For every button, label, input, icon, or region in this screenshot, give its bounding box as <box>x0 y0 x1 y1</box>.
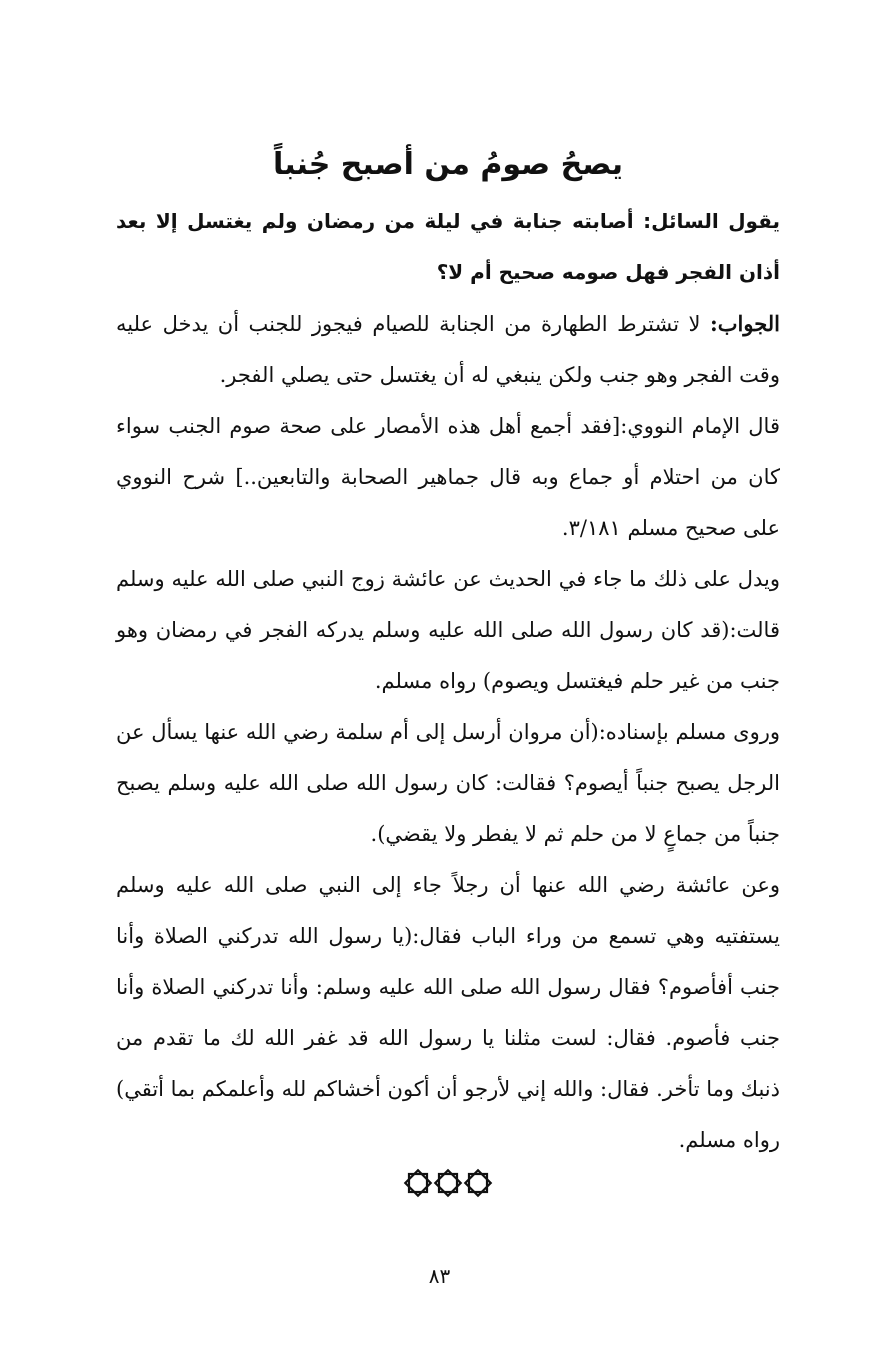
question-paragraph <box>116 196 780 298</box>
three-star-ornament-icon <box>403 1168 493 1198</box>
ornament-divider <box>116 1168 780 1208</box>
answer-label: الجواب: <box>710 311 780 336</box>
nawawi-quote-paragraph: قال الإمام النووي:[فقد أجمع أهل هذه الأمصار على صحة صوم الجنب سواء كان من احتلام أو جماع وبه قال جماهير الصحابة والتابعين..] شرح النووي على صحيح مسلم ٣/١٨١. <box>116 414 780 540</box>
umm-salama-hadith-paragraph: وروى مسلم بإسناده:(أن مروان أرسل إلى أم سلمة رضي الله عنها يسأل عن الرجل يصبح جنباً أيصوم؟ فقالت: كان رسول الله صلى الله عليه وسلم يصبح جنباً من جماعٍ لا من حلم ثم لا يفطر ولا يقضي). <box>116 720 780 846</box>
aisha-hadith-paragraph: ويدل على ذلك ما جاء في الحديث عن عائشة زوج النبي صلى الله عليه وسلم قالت:(قد كان رسول الله صلى الله عليه وسلم يدركه الفجر في رمضان وهو جنب من غير حلم فيغتسل ويصوم) رواه مسلم. <box>116 567 780 693</box>
aisha-second-hadith-paragraph: وعن عائشة رضي الله عنها أن رجلاً جاء إلى النبي صلى الله عليه وسلم يستفتيه وهي تسمع من وراء الباب فقال:(يا رسول الله تدركني الصلاة وأنا جنب أفأصوم؟ فقال رسول الله صلى الله عليه وسلم: وأنا تدركني الصلاة وأنا جنب فأصوم. فقال: لست مثلنا يا رسول الله قد غفر الله لك ما تقدم من ذنبك وما تأخر. فقال: والله إني لأرجو أن أكون أخشاكم لله وأعلمكم بما أتقي) رواه مسلم. <box>116 873 780 1152</box>
answer-paragraph <box>116 298 780 401</box>
page-number: ٨٣ <box>428 1264 451 1288</box>
document-page <box>116 138 780 1208</box>
question-text: أصابته جنابة في ليلة من رمضان ولم يغتسل إلا بعد أذان الفجر فهل صومه صحيح أم لا؟ <box>116 209 780 284</box>
question-label: يقول السائل: <box>643 209 780 233</box>
page-title: يصحُ صومُ من أصبح جُنباً <box>272 147 624 182</box>
answer-text: لا تشترط الطهارة من الجنابة للصيام فيجوز للجنب أن يدخل عليه وقت الفجر وهو جنب ولكن ينبغي له أن يغتسل حتى يصلي الفجر. <box>116 312 780 387</box>
